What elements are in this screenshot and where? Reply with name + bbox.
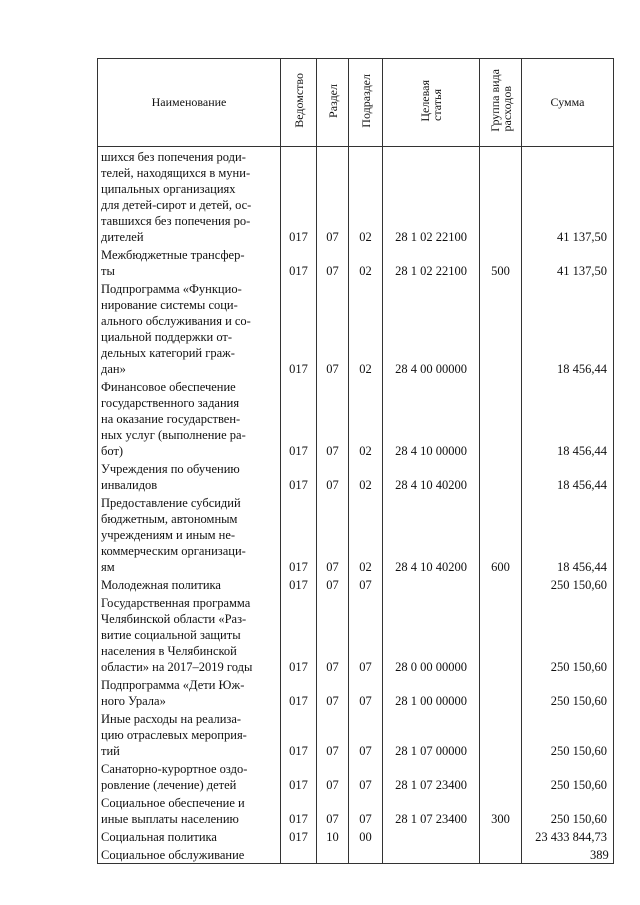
cell-razdel: 07 — [317, 575, 349, 593]
header-podrazdel-label: Подраздел — [358, 73, 373, 128]
header-vedomstvo-label: Ведомство — [291, 73, 306, 128]
cell-podrazdel: 02 — [349, 493, 383, 575]
header-name: Наименование — [98, 59, 281, 147]
cell-name-line: Челябинской области «Раз- — [101, 612, 247, 626]
cell-podrazdel: 00 — [349, 827, 383, 845]
cell-razdel: 07 — [317, 709, 349, 759]
cell-name-line: шихся без попечения роди- — [101, 150, 246, 164]
cell-vedomstvo: 017 — [281, 279, 317, 377]
table-row — [98, 377, 614, 459]
cell-gruppa-vida-rashodov — [480, 377, 522, 459]
page-number: 389 — [590, 848, 609, 862]
cell-celevaya-statya — [383, 575, 480, 593]
budget-table — [97, 58, 614, 864]
cell-name-line: циальной поддержки от- — [101, 330, 233, 344]
cell-name-line: ты — [101, 264, 115, 278]
cell-gruppa-vida-rashodov — [480, 279, 522, 377]
cell-razdel: 07 — [317, 793, 349, 827]
cell-celevaya-statya: 28 1 07 23400 — [383, 759, 480, 793]
cell-name-line: государственного задания — [101, 396, 240, 410]
table-body — [98, 147, 614, 864]
cell-summa: 23 433 844,73 — [522, 827, 614, 845]
cell-celevaya-statya: 28 4 10 40200 — [383, 459, 480, 493]
cell-name-line: области» на 2017–2019 годы — [101, 660, 253, 674]
header-summa: Сумма — [522, 59, 614, 147]
cell-name-line: ных услуг (выполнение ра- — [101, 428, 246, 442]
header-celevaya-line2: статья — [430, 89, 444, 122]
cell-summa: 250 150,60 — [522, 675, 614, 709]
cell-name-line: населения в Челябинской — [101, 644, 237, 658]
cell-celevaya-statya: 28 1 07 00000 — [383, 709, 480, 759]
cell-name-line: коммерческим организаци- — [101, 544, 246, 558]
cell-name-line: Предоставление субсидий — [101, 496, 241, 510]
table-row — [98, 593, 614, 675]
cell-name-line: бюджетным, автономным — [101, 512, 238, 526]
cell-name — [98, 709, 281, 759]
cell-celevaya-statya: 28 1 02 22100 — [383, 147, 480, 246]
cell-name — [98, 245, 281, 279]
cell-razdel — [317, 845, 349, 864]
cell-vedomstvo: 017 — [281, 147, 317, 246]
cell-name-line: Молодежная политика — [101, 578, 221, 592]
cell-name-line: телей, находящихся в муни- — [101, 166, 251, 180]
cell-name — [98, 493, 281, 575]
table-row — [98, 709, 614, 759]
cell-name-line: Межбюджетные трансфер- — [101, 248, 245, 262]
cell-podrazdel: 07 — [349, 793, 383, 827]
cell-gruppa-vida-rashodov — [480, 459, 522, 493]
header-celevaya-statya — [383, 59, 480, 147]
cell-name — [98, 459, 281, 493]
table-row — [98, 675, 614, 709]
cell-summa: 250 150,60 — [522, 759, 614, 793]
cell-vedomstvo: 017 — [281, 593, 317, 675]
cell-name-line: витие социальной защиты — [101, 628, 241, 642]
table-header-row — [98, 59, 614, 147]
cell-name-line: Социальное обеспечение и — [101, 796, 245, 810]
cell-razdel: 07 — [317, 675, 349, 709]
cell-vedomstvo: 017 — [281, 575, 317, 593]
cell-name — [98, 377, 281, 459]
cell-razdel: 10 — [317, 827, 349, 845]
header-razdel-label: Раздел — [325, 83, 340, 118]
cell-gruppa-vida-rashodov: 500 — [480, 245, 522, 279]
cell-name-line: Подпрограмма «Дети Юж- — [101, 678, 245, 692]
cell-gruppa-vida-rashodov: 300 — [480, 793, 522, 827]
cell-name-line: Учреждения по обучению — [101, 462, 240, 476]
cell-summa: 18 456,44 — [522, 493, 614, 575]
cell-name-line: Финансовое обеспечение — [101, 380, 236, 394]
cell-gruppa-vida-rashodov — [480, 759, 522, 793]
cell-name-line: на оказание государствен- — [101, 412, 241, 426]
cell-name — [98, 759, 281, 793]
cell-podrazdel: 02 — [349, 147, 383, 246]
cell-celevaya-statya: 28 1 07 23400 — [383, 793, 480, 827]
table-row — [98, 759, 614, 793]
cell-celevaya-statya: 28 0 00 00000 — [383, 593, 480, 675]
table-row — [98, 827, 614, 845]
cell-summa: 18 456,44 — [522, 279, 614, 377]
cell-gruppa-vida-rashodov — [480, 827, 522, 845]
cell-name — [98, 845, 281, 864]
table-row — [98, 575, 614, 593]
cell-name-line: иные выплаты населению — [101, 812, 239, 826]
cell-name-line: Государственная программа — [101, 596, 251, 610]
cell-name-line: для детей-сирот и детей, ос- — [101, 198, 252, 212]
cell-name — [98, 827, 281, 845]
cell-summa: 250 150,60 — [522, 793, 614, 827]
cell-podrazdel: 07 — [349, 575, 383, 593]
cell-name-line: цию отраслевых мероприя- — [101, 728, 247, 742]
cell-summa: 250 150,60 — [522, 593, 614, 675]
cell-vedomstvo: 017 — [281, 377, 317, 459]
header-gruppa-line1: Группа вида — [487, 69, 502, 132]
cell-vedomstvo: 017 — [281, 759, 317, 793]
cell-razdel: 07 — [317, 459, 349, 493]
cell-name — [98, 279, 281, 377]
cell-podrazdel: 02 — [349, 459, 383, 493]
cell-name-line: учреждениям и иным не- — [101, 528, 236, 542]
cell-vedomstvo: 017 — [281, 245, 317, 279]
cell-celevaya-statya: 28 1 00 00000 — [383, 675, 480, 709]
header-razdel — [317, 59, 349, 147]
cell-name-line: ям — [101, 560, 115, 574]
cell-gruppa-vida-rashodov: 600 — [480, 493, 522, 575]
cell-celevaya-statya: 28 4 10 00000 — [383, 377, 480, 459]
cell-podrazdel — [349, 845, 383, 864]
cell-celevaya-statya — [383, 845, 480, 864]
cell-name-line: ального обслуживания и со- — [101, 314, 251, 328]
table-row — [98, 279, 614, 377]
cell-podrazdel: 07 — [349, 709, 383, 759]
cell-name-line: ного Урала» — [101, 694, 166, 708]
cell-vedomstvo: 017 — [281, 793, 317, 827]
cell-name — [98, 793, 281, 827]
cell-summa: 18 456,44 — [522, 377, 614, 459]
cell-podrazdel: 02 — [349, 245, 383, 279]
table-row — [98, 793, 614, 827]
cell-gruppa-vida-rashodov — [480, 675, 522, 709]
cell-summa: 41 137,50 — [522, 147, 614, 246]
cell-vedomstvo: 017 — [281, 827, 317, 845]
cell-podrazdel: 07 — [349, 593, 383, 675]
cell-name-line: инвалидов — [101, 478, 158, 492]
cell-vedomstvo: 017 — [281, 709, 317, 759]
cell-gruppa-vida-rashodov — [480, 709, 522, 759]
cell-gruppa-vida-rashodov — [480, 845, 522, 864]
cell-name-line: нирование системы соци- — [101, 298, 238, 312]
cell-name-line: бот) — [101, 444, 124, 458]
table-row — [98, 493, 614, 575]
cell-name — [98, 675, 281, 709]
cell-name-line: Подпрограмма «Функцио- — [101, 282, 242, 296]
cell-name-line: ципальных организациях — [101, 182, 236, 196]
cell-name-line: тавшихся без попечения ро- — [101, 214, 251, 228]
header-vedomstvo — [281, 59, 317, 147]
cell-vedomstvo: 017 — [281, 493, 317, 575]
cell-razdel: 07 — [317, 279, 349, 377]
cell-summa: 250 150,60 — [522, 575, 614, 593]
cell-summa: 250 150,60 — [522, 709, 614, 759]
cell-razdel: 07 — [317, 147, 349, 246]
cell-podrazdel: 02 — [349, 377, 383, 459]
cell-vedomstvo: 017 — [281, 459, 317, 493]
cell-celevaya-statya: 28 4 10 40200 — [383, 493, 480, 575]
cell-razdel: 07 — [317, 759, 349, 793]
cell-name — [98, 593, 281, 675]
cell-name-line: тий — [101, 744, 120, 758]
cell-name-line: дельных категорий граж- — [101, 346, 235, 360]
table-row — [98, 845, 614, 864]
cell-name — [98, 147, 281, 246]
cell-name-line: дан» — [101, 362, 126, 376]
cell-name-line: дителей — [101, 230, 144, 244]
cell-gruppa-vida-rashodov — [480, 593, 522, 675]
cell-celevaya-statya: 28 1 02 22100 — [383, 245, 480, 279]
table-row — [98, 245, 614, 279]
cell-celevaya-statya: 28 4 00 00000 — [383, 279, 480, 377]
cell-name-line: Санаторно-курортное оздо- — [101, 762, 248, 776]
header-podrazdel — [349, 59, 383, 147]
cell-gruppa-vida-rashodov — [480, 147, 522, 246]
cell-name-line: Социальная политика — [101, 830, 217, 844]
table-row — [98, 147, 614, 246]
cell-summa: 41 137,50 — [522, 245, 614, 279]
cell-summa: 18 456,44 — [522, 459, 614, 493]
cell-name — [98, 575, 281, 593]
cell-vedomstvo — [281, 845, 317, 864]
cell-vedomstvo: 017 — [281, 675, 317, 709]
cell-razdel: 07 — [317, 493, 349, 575]
cell-podrazdel: 07 — [349, 675, 383, 709]
cell-name-line: ровление (лечение) детей — [101, 778, 237, 792]
cell-name-line: Иные расходы на реализа- — [101, 712, 242, 726]
cell-podrazdel: 07 — [349, 759, 383, 793]
cell-gruppa-vida-rashodov — [480, 575, 522, 593]
header-gruppa-vida-rashodov — [480, 59, 522, 147]
table-row — [98, 459, 614, 493]
header-gruppa-line2: расходов — [499, 86, 514, 132]
header-celevaya-line1: Целевая — [418, 79, 432, 122]
cell-podrazdel: 02 — [349, 279, 383, 377]
cell-name-line: Социальное обслуживание — [101, 848, 245, 862]
cell-razdel: 07 — [317, 245, 349, 279]
cell-razdel: 07 — [317, 593, 349, 675]
cell-celevaya-statya — [383, 827, 480, 845]
cell-razdel: 07 — [317, 377, 349, 459]
